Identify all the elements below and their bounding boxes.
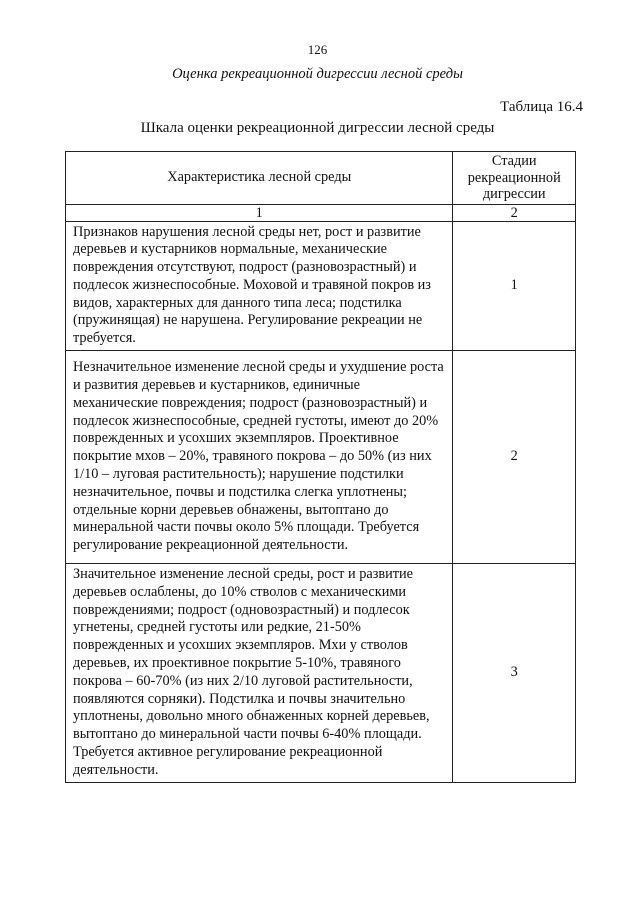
column-number-row [66, 204, 576, 221]
page-number: 126 [307, 42, 328, 57]
row-stage: 3 [453, 564, 576, 783]
row-description: Значительное изменение лесной среды, рост и развитие деревьев ослаблены, до 10% стволов с механическими повреждениями; подрост (одновозрастный) и подлесок угнетены, средней густоты или редкие, 21-50% поврежденных и усохших экземпляров. Мхи у стволов деревьев, их проективное покрытие 5-10%, травяного покрова – 60-70% (из них 2/10 луговой растительности, появляются сорняки). Подстилка и почвы значительно уплотнены, довольно много обнаженных корней деревьев, вытоптано до минеральной части почвы 6-40% площади. Требуется активное регулирование рекреационной деятельности. [66, 564, 453, 783]
column-number-2: 2 [453, 204, 576, 221]
header-stages: Стадии рекреационной дигрессии [453, 152, 576, 205]
row-stage: 2 [453, 351, 576, 564]
column-number-1: 1 [66, 204, 453, 221]
table-row [66, 564, 576, 783]
digression-scale-table [65, 151, 576, 783]
header-characteristic: Характеристика лесной среды [66, 152, 453, 205]
table-row [66, 351, 576, 564]
table-row [66, 221, 576, 351]
table-header-row [66, 152, 576, 205]
table-number: Таблица 16.4 [500, 99, 583, 115]
row-stage: 1 [453, 221, 576, 351]
running-head: Оценка рекреационной дигрессии лесной среды [172, 66, 463, 82]
row-description: Незначительное изменение лесной среды и ухудшение роста и развития деревьев и кустарников, единичные механические повреждения; подрост (разновозрастный) и подлесок жизнеспособные, средней густоты, имеют до 20% поврежденных и усохших экземпляров. Проективное покрытие мхов – 20%, травяного покрова – до 50% (из них 1/10 – луговая растительность); нарушение подстилки незначительное, почвы и подстилка слегка уплотнены; отдельные корни деревьев обнажены, вытоптано до минеральной части почвы около 5% площади. Требуется регулирование рекреационной деятельности. [66, 351, 453, 564]
row-description: Признаков нарушения лесной среды нет, рост и развитие деревьев и кустарников нормальные, механические повреждения отсутствуют, подрост (разновозрастный) и подлесок жизнеспособные. Моховой и травяной покров из видов, характерных для данного типа леса; подстилка (пружинящая) не нарушена. Регулирование рекреации не требуется. [66, 221, 453, 351]
table-title: Шкала оценки рекреационной дигрессии лесной среды [140, 120, 495, 136]
